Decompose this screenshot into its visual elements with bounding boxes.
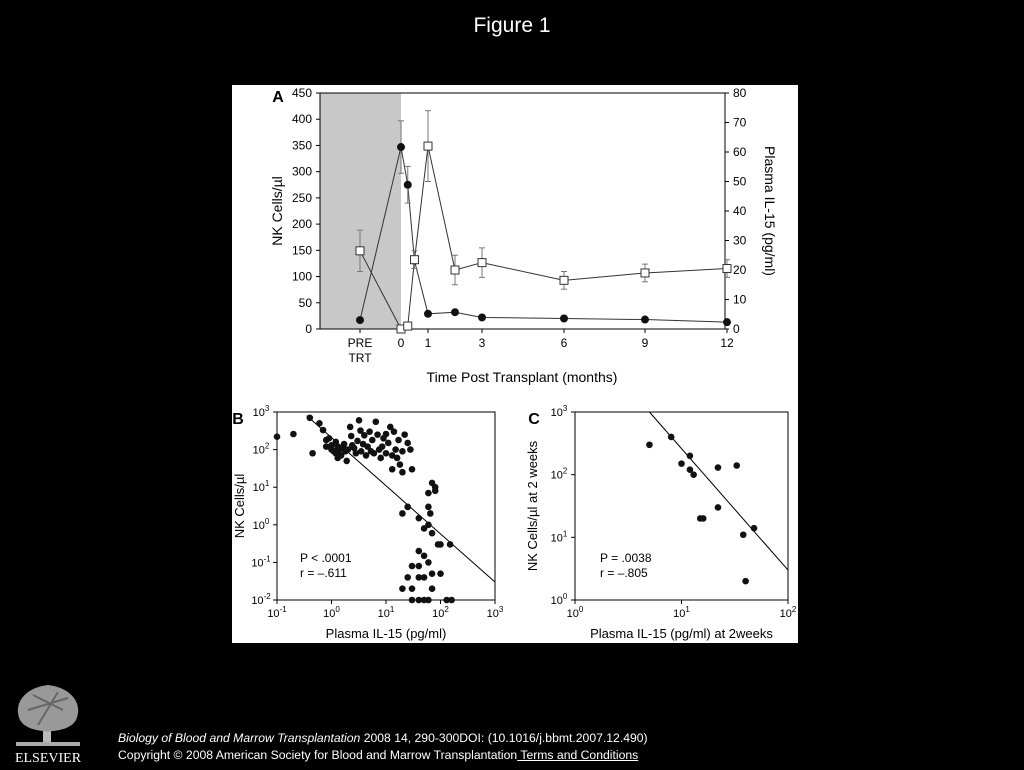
x-tick-label: PRE [347,336,373,350]
nk-point [397,143,405,151]
scatter-point [383,450,390,457]
x-tick-label: 6 [560,336,568,350]
svg-text:ELSEVIER: ELSEVIER [14,751,82,765]
x-tick-label: 9 [641,336,649,350]
scatter-point [395,437,402,444]
citation-line-2 [118,747,648,764]
scatter-point [320,427,327,434]
x-tick-label: 3 [478,336,486,350]
scatter-point [425,522,432,529]
copyright-text: Copyright © 2008 American Society for Blood and Marrow Transplantation [118,748,518,762]
y-tick-label: $10^0$ [252,516,270,532]
scatter-point [316,420,323,427]
scatter-point [687,453,694,460]
x-axis-label: Plasma IL-15 (pg/ml) at 2weeks [590,626,773,641]
nk-point [451,308,459,316]
citation-line-1 [118,730,648,747]
scatter-point [274,433,281,440]
scatter-point [404,504,411,511]
scatter-point [429,570,436,577]
scatter-point [309,450,316,457]
journal-name: Biology of Blood and Marrow Transplantation [118,731,361,745]
il15-point [560,276,568,284]
y-tick-label-right: 80 [733,86,747,100]
scatter-point [307,415,314,422]
scatter-point [383,431,390,438]
il15-point [411,256,419,264]
il15-point [404,322,412,330]
stat-annotation: P = .0038 [600,551,652,565]
scatter-point [389,466,396,473]
nk-point [478,313,486,321]
y-tick-label-left: 200 [291,217,312,232]
figure-panel [232,85,798,643]
citation-ref: 2008 14, 290-300DOI: (10.1016/j.bbmt.2007.12.490) [360,731,648,745]
scatter-point [425,490,432,497]
y-tick-label-left: 350 [291,138,312,153]
y-tick-label-right: 70 [733,115,747,130]
elsevier-tree-icon [8,680,88,765]
scatter-point [740,531,747,538]
scatter-point [399,585,406,592]
scatter-point [385,440,392,447]
scatter-point [399,469,406,476]
panel-b-letter: B [232,411,244,428]
y-tick-label-left: 450 [291,86,312,100]
scatter-point [715,504,722,511]
y-tick-label: $10^0$ [550,592,568,607]
x-tick-label: $10^2$ [779,605,797,620]
scatter-point [448,597,455,604]
y-tick-label-left: 50 [298,295,312,310]
nk-point [356,316,364,324]
series-line-0 [360,147,727,322]
x-tick-label: $10^2$ [432,605,449,620]
scatter-point [404,440,411,447]
y-tick-label: $10^{-2}$ [251,592,271,607]
scatter-point [409,466,416,473]
x-tick-label: $10^0$ [566,605,584,620]
y-tick-label-right: 0 [733,322,740,336]
nk-point [424,310,432,318]
x-tick-label: $10^0$ [323,605,340,620]
y-tick-label-left: 400 [291,112,312,127]
stat-annotation: r = –.805 [600,566,648,580]
scatter-point [416,548,423,555]
scatter-point [432,488,439,495]
x-tick-label: 1 [424,336,432,350]
series-line-1 [360,146,727,329]
nk-point [560,315,568,323]
y-tick-label: $10^2$ [252,441,270,457]
y-tick-label-left: 100 [291,269,312,284]
scatter-point [290,431,297,438]
scatter-point [427,510,434,517]
scatter-point [326,435,333,442]
scatter-point [391,428,398,435]
scatter-point [742,578,749,585]
x-axis-label: Plasma IL-15 (pg/ml) [325,626,447,641]
panel-a-letter: A [272,89,284,106]
y-axis-label-right: Plasma IL-15 (pg/ml) [762,146,778,276]
scatter-point [404,574,411,581]
scatter-point [429,530,436,537]
y-tick-label-left: 250 [291,190,312,205]
scatter-point [437,570,444,577]
scatter-point [407,446,414,453]
scatter-point [347,424,354,431]
x-tick-label: $10^1$ [673,605,690,620]
scatter-point [399,448,406,455]
scatter-point [373,418,380,425]
scatter-point [700,515,707,522]
scatter-point [354,438,361,445]
figure-svg [232,85,798,643]
scatter-point [409,563,416,570]
y-tick-label: $10^3$ [550,404,568,419]
il15-point [424,142,432,150]
scatter-point [397,461,404,468]
y-tick-label-right: 40 [733,204,747,218]
scatter-point [416,515,423,522]
scatter-point [343,458,350,465]
y-tick-label: $10^1$ [252,479,270,495]
scatter-point [447,541,454,548]
scatter-point [416,563,423,570]
scatter-point [421,574,428,581]
scatter-point [751,525,758,532]
page-title: Figure 1 [473,14,551,37]
nk-point [641,316,649,324]
scatter-point [678,460,685,467]
nk-point [404,181,412,189]
scatter-point [425,559,432,566]
il15-point [478,259,486,267]
y-tick-label-left: 0 [305,322,312,336]
citation [118,730,648,764]
scatter-point [377,455,384,462]
scatter-point [369,437,376,444]
panel-c-letter: C [528,411,540,428]
stat-annotation: P < .0001 [300,551,352,565]
scatter-point [646,441,653,448]
scatter-point [435,541,442,548]
x-axis-label: Time Post Transplant (months) [426,369,618,385]
scatter-point [341,441,348,448]
terms-link[interactable]: Terms and Conditions [517,748,639,762]
scatter-point [409,585,416,592]
y-tick-label: $10^{-1}$ [251,554,271,570]
scatter-point [429,585,436,592]
nk-point [723,318,731,326]
scatter-point [409,597,416,604]
il15-point [356,247,364,255]
scatter-point [366,428,373,435]
x-tick-label: $10^3$ [486,605,504,620]
scatter-point [425,504,432,511]
y-axis-label: NK Cells/µl at 2 weeks [525,440,540,572]
y-tick-label-right: 50 [733,174,747,189]
scatter-point [425,597,432,604]
y-tick-label-right: 30 [733,233,747,248]
y-axis-label: NK Cells/µl [232,473,247,539]
scatter-point [715,464,722,471]
scatter-point [379,443,386,450]
y-tick-label-left: 300 [291,164,312,179]
y-axis-label-left: NK Cells/µl [269,176,285,246]
x-tick-label: $10^{-1}$ [267,605,287,620]
scatter-point [733,462,740,469]
scatter-point [421,552,428,559]
il15-point [723,265,731,273]
scatter-point [668,434,675,441]
scatter-point [374,431,381,438]
x-tick-label: $10^1$ [377,605,395,620]
scatter-point [399,510,406,517]
x-tick-label: TRT [348,351,372,365]
y-tick-label-right: 20 [733,263,747,277]
y-tick-label-right: 10 [733,292,747,307]
stat-annotation: r = –.611 [300,566,347,580]
scatter-point [356,417,363,424]
scatter-point [394,455,401,462]
x-tick-label: 0 [397,336,405,350]
scatter-point [401,431,408,438]
y-tick-label: $10^3$ [252,404,270,419]
pretreatment-shading [320,93,401,329]
y-tick-label-left: 150 [291,243,312,258]
y-tick-label: $10^1$ [550,529,568,545]
y-tick-label-right: 60 [733,145,747,159]
elsevier-logo [8,680,88,765]
scatter-point [392,446,399,453]
scatter-point [416,597,423,604]
scatter-point [348,433,355,440]
il15-point [641,269,649,277]
x-tick-label: 12 [720,336,734,350]
scatter-point [690,471,697,478]
y-tick-label: $10^2$ [550,466,568,482]
il15-point [451,266,459,274]
